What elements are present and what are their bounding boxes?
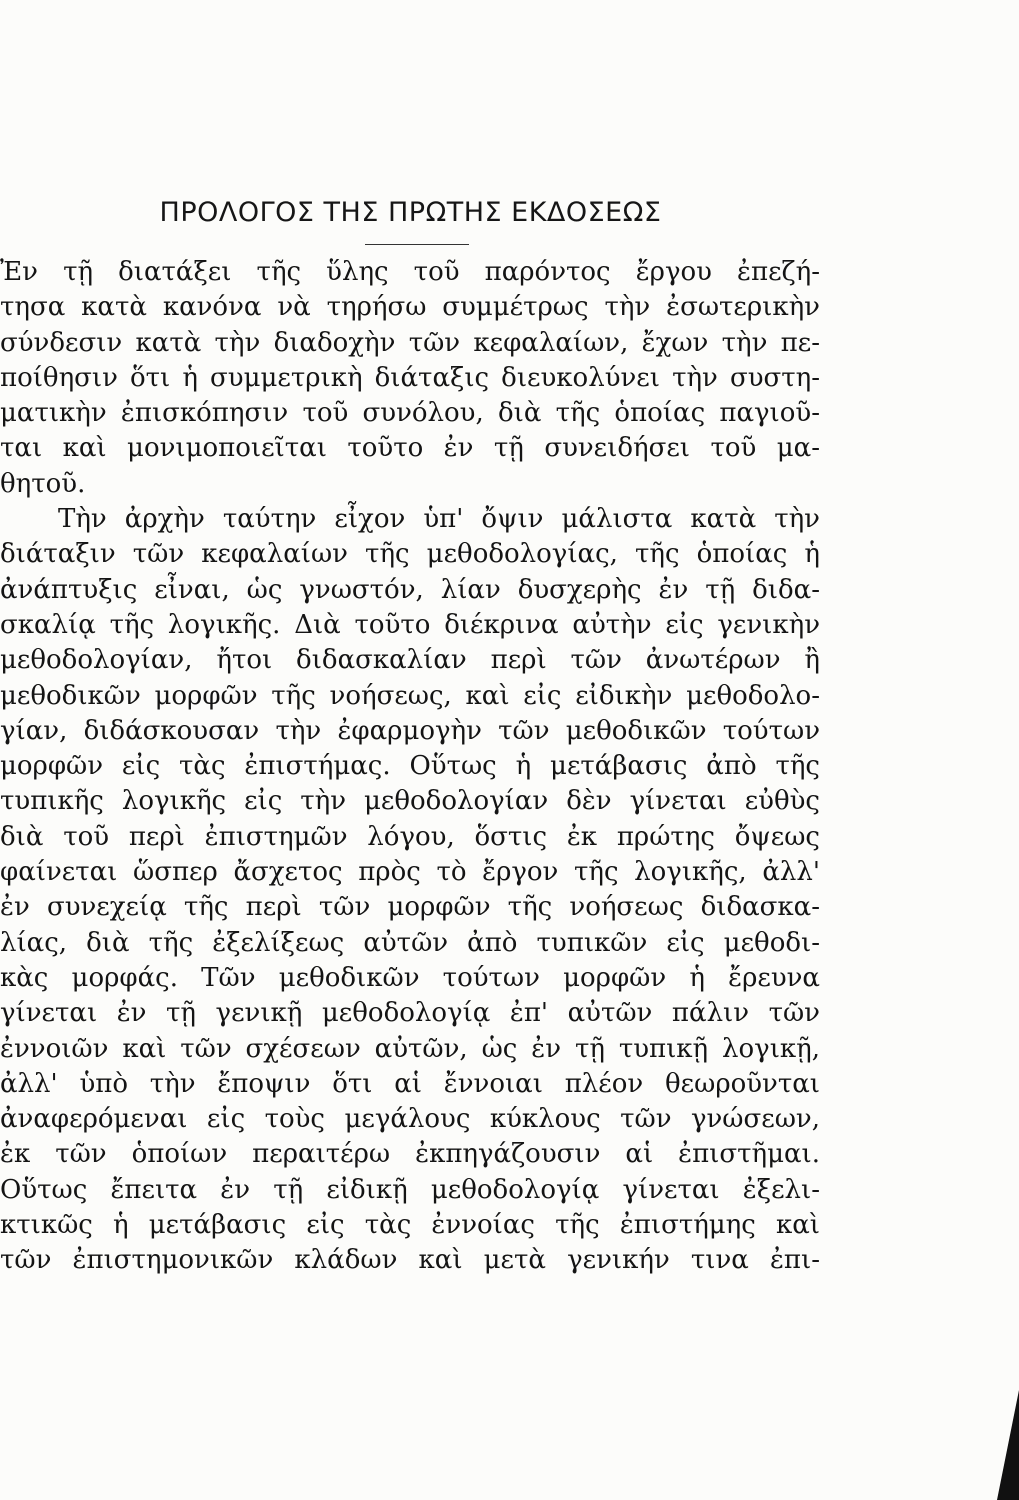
body-text [0,255,820,1279]
text-line: σκαλίᾳ τῆς λογικῆς. Διὰ τοῦτο διέκρινα αὐτὴν εἰς γενικὴν [0,609,820,640]
title-divider [365,244,469,245]
text-line: διὰ τοῦ περὶ ἐπιστημῶν λόγου, ὅστις ἐκ πρώτης ὄψεως [0,821,820,852]
text-line: μεθοδικῶν μορφῶν τῆς νοήσεως, καὶ εἰς εἰδικὴν μεθοδολο- [0,680,820,711]
text-line: διάταξιν τῶν κεφαλαίων τῆς μεθοδολογίας, τῆς ὁποίας ἡ [0,539,820,570]
text-line: ἐν συνεχείᾳ τῆς περὶ τῶν μορφῶν τῆς νοήσεως διδασκα- [0,892,820,923]
text-line: γίνεται ἐν τῇ γενικῇ μεθοδολογίᾳ ἐπ' αὐτῶν πάλιν τῶν [0,998,820,1029]
text-line: τησα κατὰ κανόνα νὰ τηρήσω συμμέτρως τὴν ἐσωτερικὴν [0,292,820,323]
text-line: σύνδεσιν κατὰ τὴν διαδοχὴν τῶν κεφαλαίων, ἔχων τὴν πε- [0,327,820,358]
text-line: Τὴν ἀρχὴν ταύτην εἶχον ὑπ' ὄψιν μάλιστα κατὰ τὴν [58,504,820,535]
text-line: ποίθησιν ὅτι ἡ συμμετρικὴ διάταξις διευκολύνει τὴν συστη- [0,362,820,393]
page-edge-shadow [997,1390,1019,1500]
text-line: λίας, διὰ τῆς ἐξελίξεως αὐτῶν ἀπὸ τυπικῶν εἰς μεθοδι- [0,927,820,958]
text-line: ται καὶ μονιμοποιεῖται τοῦτο ἐν τῇ συνειδήσει τοῦ μα- [0,433,820,464]
text-line: μορφῶν εἰς τὰς ἐπιστήμας. Οὕτως ἡ μετάβασις ἀπὸ τῆς [0,751,820,782]
page-title: ΠΡΟΛΟΓΟΣ ΤΗΣ ΠΡΩΤΗΣ ΕΚΔΟΣΕΩΣ [159,197,662,228]
text-line: τυπικῆς λογικῆς εἰς τὴν μεθοδολογίαν δὲν γίνεται εὐθὺς [0,786,820,817]
text-line: ἀνάπτυξις εἶναι, ὡς γνωστόν, λίαν δυσχερὴς ἐν τῇ διδα- [0,574,820,605]
text-line: κὰς μορφάς. Τῶν μεθοδικῶν τούτων μορφῶν ἡ ἔρευνα [0,962,820,993]
text-line: ἐννοιῶν καὶ τῶν σχέσεων αὐτῶν, ὡς ἐν τῇ τυπικῇ λογικῇ, [0,1033,820,1064]
text-line: τῶν ἐπιστημονικῶν κλάδων καὶ μετὰ γενικήν τινα ἐπι- [0,1245,820,1276]
text-line: ματικὴν ἐπισκόπησιν τοῦ συνόλου, διὰ τῆς ὁποίας παγιοῦ- [0,398,820,429]
text-line: θητοῦ. [0,468,86,499]
text-line: μεθοδολογίαν, ἤτοι διδασκαλίαν περὶ τῶν ἀνωτέρων ἢ [0,645,820,676]
text-line: φαίνεται ὥσπερ ἄσχετος πρὸς τὸ ἔργον τῆς λογικῆς, ἀλλ' [0,857,820,888]
text-line: ἀλλ' ὑπὸ τὴν ἔποψιν ὅτι αἱ ἔννοιαι πλέον θεωροῦνται [0,1068,820,1099]
text-line: γίαν, διδάσκουσαν τὴν ἐφαρμογὴν τῶν μεθοδικῶν τούτων [0,715,820,746]
text-line: κτικῶς ἡ μετάβασις εἰς τὰς ἐννοίας τῆς ἐπιστήμης καὶ [0,1210,820,1241]
text-line: Οὕτως ἔπειτα ἐν τῇ εἰδικῇ μεθοδολογίᾳ γίνεται ἐξελι- [0,1174,820,1205]
text-line: Ἐν τῇ διατάξει τῆς ὕλης τοῦ παρόντος ἔργου ἐπεζή- [0,257,820,287]
text-line: ἀναφερόμεναι εἰς τοὺς μεγάλους κύκλους τῶν γνώσεων, [0,1104,820,1135]
text-line: ἐκ τῶν ὁποίων περαιτέρω ἐκπηγάζουσιν αἱ ἐπιστῆμαι. [0,1139,820,1170]
